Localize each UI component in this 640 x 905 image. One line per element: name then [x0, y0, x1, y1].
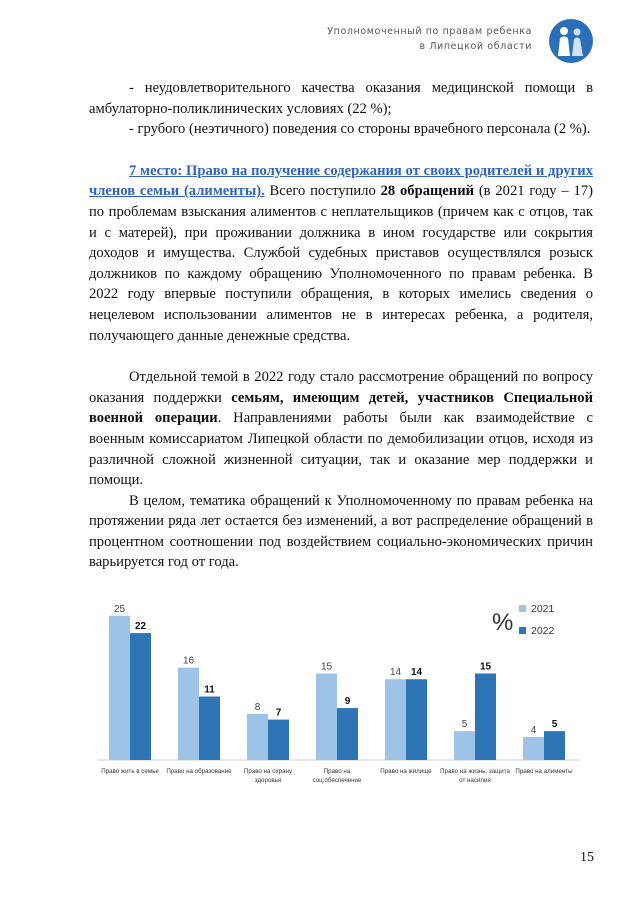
header-line-1: Уполномоченный по правам ребенка: [327, 26, 532, 37]
bar-2022: [199, 697, 220, 760]
text-span: . Направлениями работы были как взаимодействие с военным комиссариатом Липецкой области по демобилизации отцов, исходя из различной сложной жизненной ситуации, так и оказание мер поддержки и помощи.: [89, 410, 593, 489]
legend-label-2021: 2021: [531, 603, 555, 615]
data-label-2022: 7: [275, 707, 282, 719]
data-label-2021: 14: [389, 667, 402, 679]
bar-2021: [178, 668, 199, 760]
data-label-2021: 16: [182, 655, 195, 667]
header-line-2: в Липецкой области: [419, 41, 532, 52]
data-label-2021: 4: [530, 724, 537, 736]
bar-2022: [544, 731, 565, 760]
paragraph: - неудовлетворительного качества оказания медицинской помощи в амбулаторно-поликлинических условиях (22 %);: [89, 80, 593, 117]
paragraph: В целом, тематика обращений к Уполномоченному по правам ребенка на протяжении ряда лет остается без изменений, а вот распределение обращений в процентном соотношении под воздействием социально-экономических причин варьируется год от года.: [89, 492, 593, 571]
category-label: от насилия: [459, 777, 491, 784]
text-span: Отдельной темой в 2022 году стало рассмотрение обращений по вопросу оказания поддержки: [89, 369, 593, 406]
bold-count: 28 обращений: [380, 183, 475, 200]
bar-2021: [109, 616, 130, 760]
legend-label-2022: 2022: [531, 625, 555, 637]
page-number: 15: [580, 850, 594, 865]
document-header: [327, 24, 532, 54]
data-label-2022: 11: [204, 684, 215, 696]
bar-2021: [247, 714, 268, 760]
paragraph-section-7: [89, 161, 593, 346]
data-label-2021: 8: [254, 701, 261, 713]
bar-2022: [337, 708, 358, 760]
bar-2021: [523, 737, 544, 760]
legend-swatch-2022: [519, 627, 526, 634]
data-label-2022: 9: [344, 696, 351, 708]
category-label: Право на образование: [166, 768, 232, 775]
data-label-2021: 5: [461, 719, 468, 731]
category-label: Право на алименты: [515, 768, 573, 775]
section-7-link[interactable]: 7 место: Право на получение содержания от своих родителей и других членов семьи (алименты).: [89, 162, 593, 200]
category-label: Право на жилище: [380, 768, 432, 775]
rights-appeals-bar-chart: [89, 592, 599, 792]
bar-2022: [406, 679, 427, 760]
category-label: Право на: [323, 768, 351, 775]
category-label: Право на жизнь, защита: [440, 768, 510, 775]
data-label-2022: 15: [479, 661, 492, 673]
category-label: Право жить в семье: [101, 768, 159, 775]
bold-phrase: семьям, имеющим детей, участников Специальной военной операции: [89, 389, 594, 427]
percent-sign: %: [492, 609, 514, 636]
data-label-2022: 5: [551, 719, 558, 731]
legend-swatch-2021: [519, 605, 526, 612]
bar-2022: [130, 633, 151, 760]
bar-2021: [385, 679, 406, 760]
paragraph: - грубого (неэтичного) поведения со стороны врачебного персонала (2 %).: [129, 121, 591, 138]
category-label: здоровья: [254, 777, 282, 784]
data-label-2022: 14: [410, 667, 423, 679]
chart-svg: [89, 592, 599, 792]
text-span: Всего поступило: [264, 183, 381, 200]
ombudsman-logo-icon: [548, 18, 594, 64]
category-label: Право на охрану: [243, 768, 293, 775]
bar-2022: [475, 673, 496, 760]
data-label-2022: 22: [134, 621, 147, 633]
paragraph-svo: [89, 367, 593, 491]
data-label-2021: 25: [113, 603, 126, 615]
bar-2021: [316, 673, 337, 760]
category-label: соц.обеспечение: [312, 777, 362, 784]
bar-2022: [268, 720, 289, 760]
data-label-2021: 15: [320, 661, 333, 673]
bar-2021: [454, 731, 475, 760]
text-span: (в 2021 году – 17) по проблемам взыскания алиментов с неплательщиков (причем как с отцов, так и с матерей), при проживании должника в ином государстве или сокрытия доходов и имущества. Службой судебных приставов осуществлялся розыск должников по каждому обращению Уполномоченного по правам ребенка. В 2022 году впервые поступили обращения, в которых имелись сведения о нецелевом использовании алиментов не в интересах ребенка, а родителя, получающего данные денежные средства.: [89, 183, 593, 344]
document-body: [89, 78, 593, 573]
